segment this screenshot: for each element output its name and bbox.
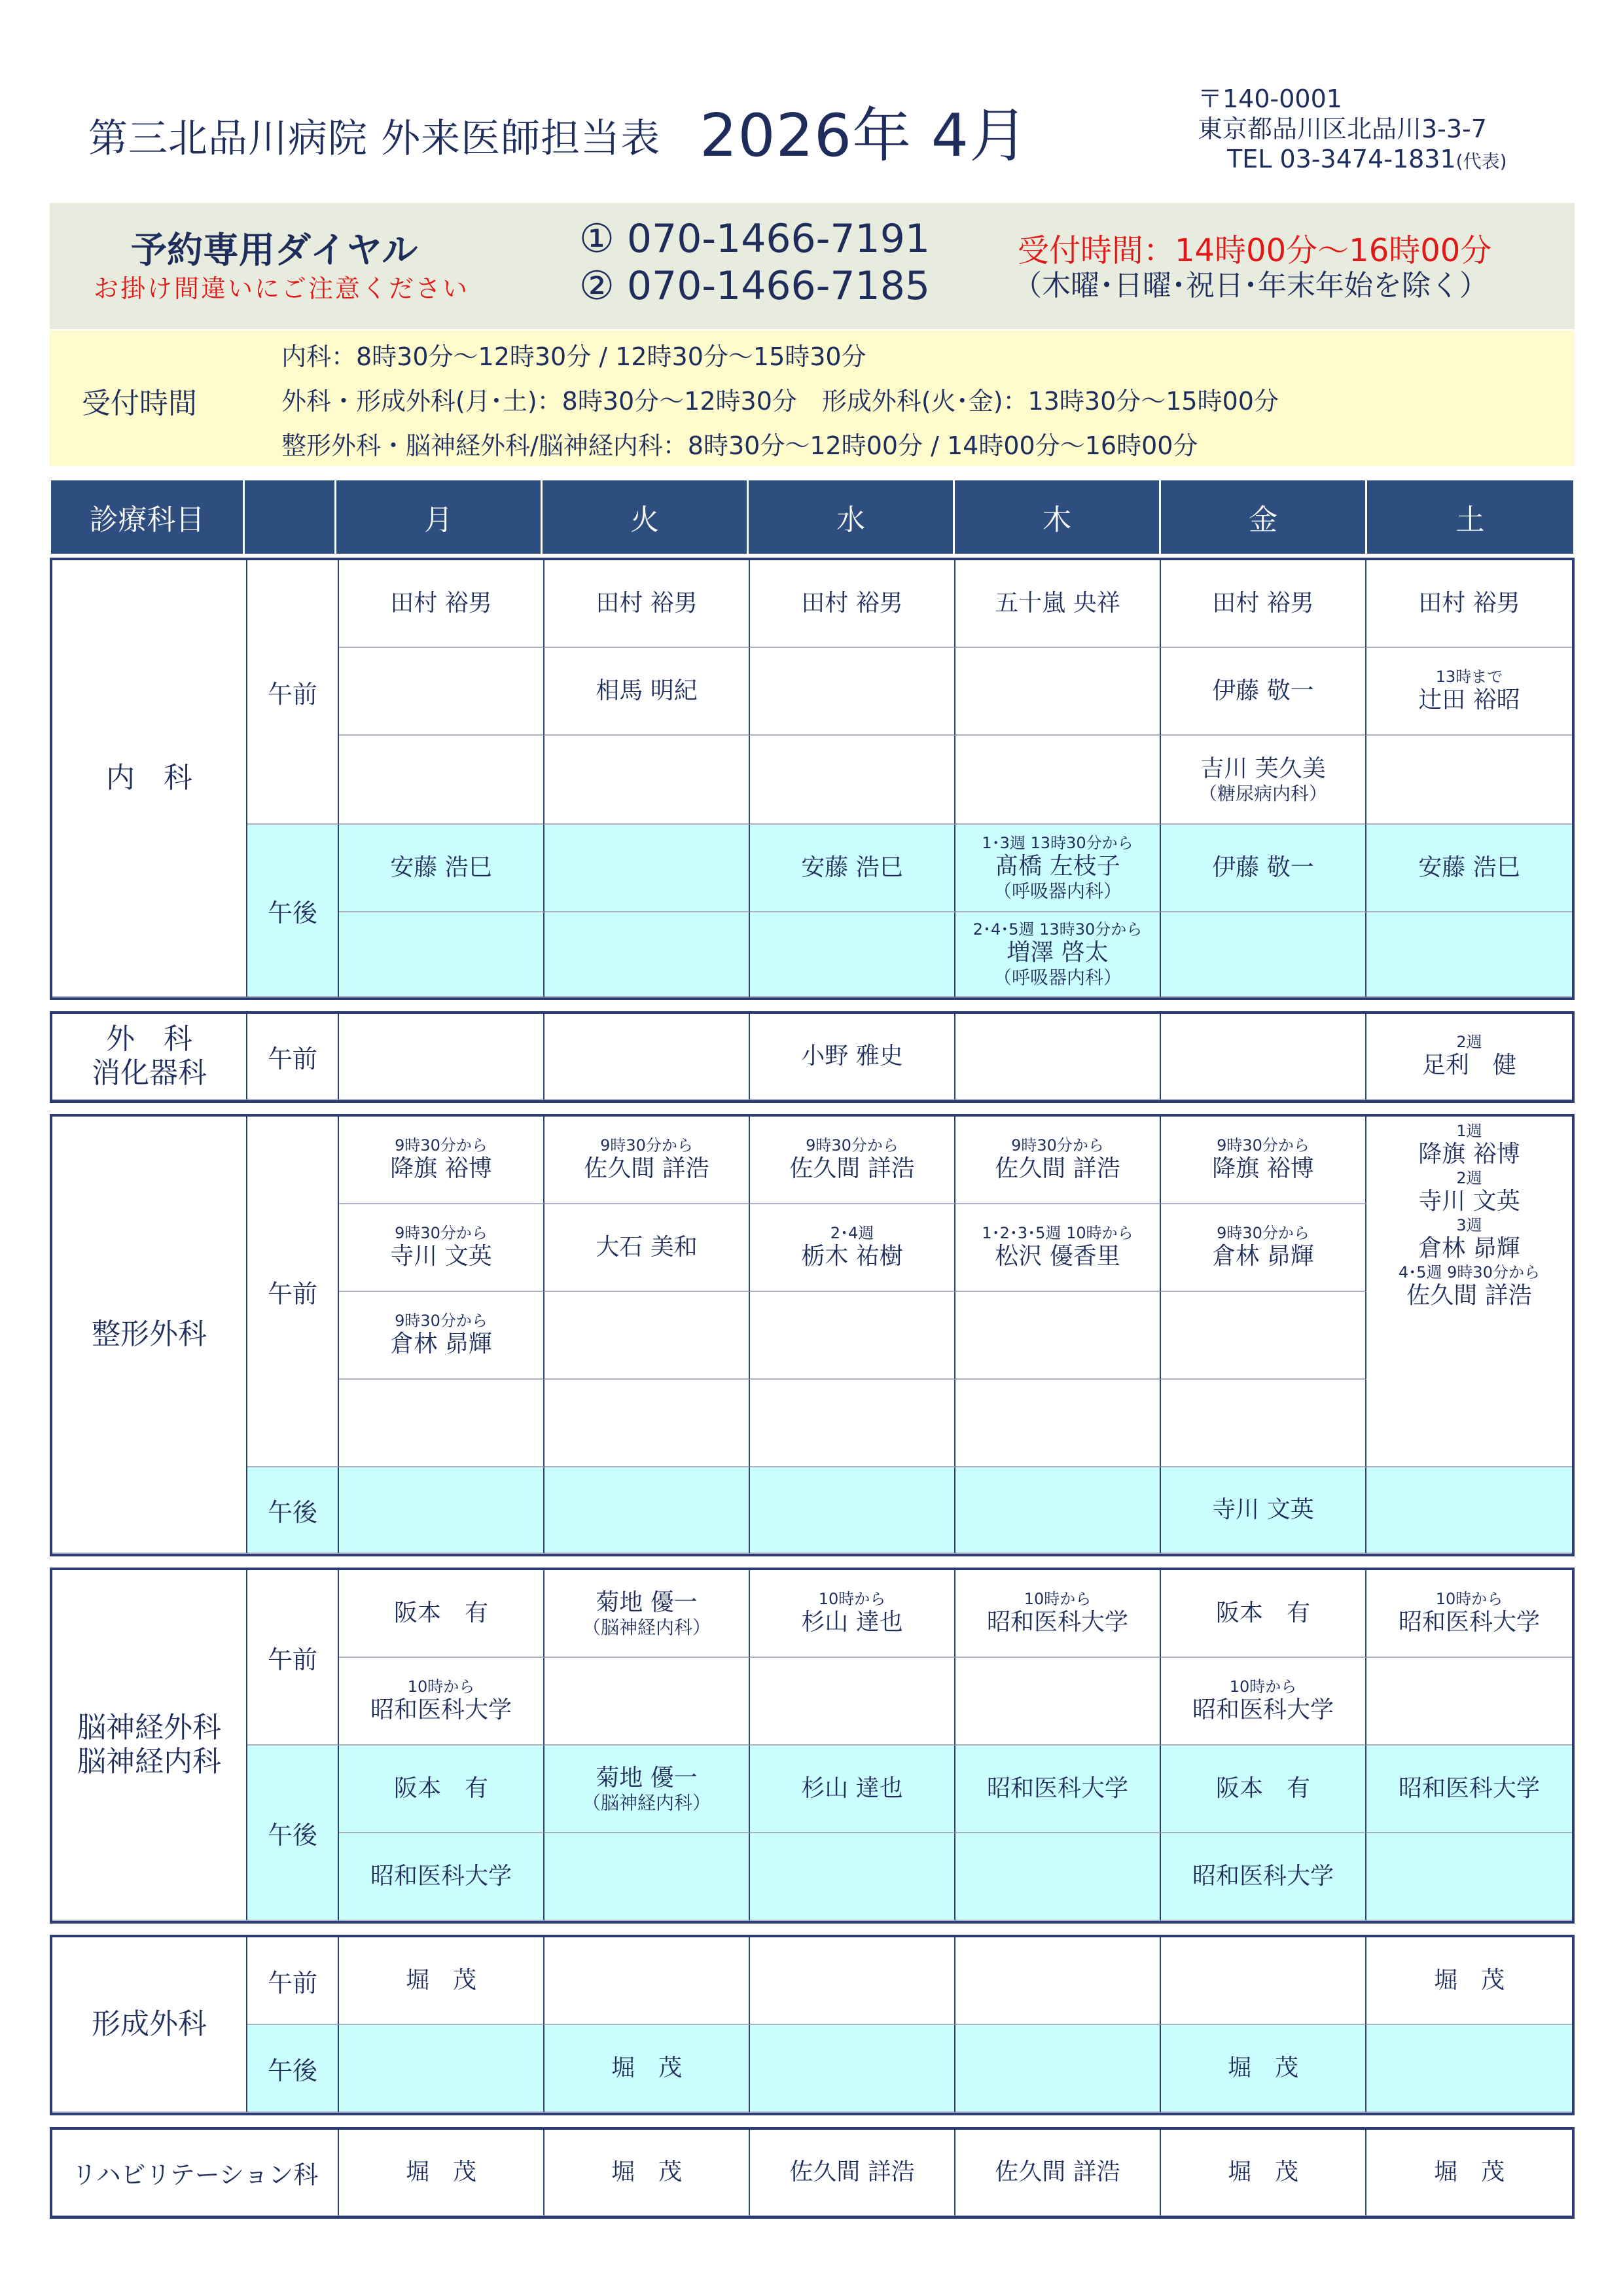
internal-r5-fri-cell [1161,912,1366,997]
reception-hours-ortho-neuro: 整形外科・脳神経外科/脳神経内科：8時30分～12時00分 / 14時00分～16時00分 [281,431,1198,460]
plastic-r1-tue-cell [544,1937,750,2025]
doctor-name: 相馬 明紀 [596,677,698,704]
doctor-name: 小野 雅史 [801,1043,903,1069]
doctor-name: 堀 茂 [611,2054,682,2081]
plastic-r1-wed-cell [750,1937,955,2025]
doctor-name: 田村 裕男 [1418,590,1520,617]
doctor-name: 大石 美和 [596,1234,698,1261]
internal-r5-mon-cell [339,912,544,997]
doctor-name: 寺川 文英 [1418,1188,1520,1215]
plastic-r1-mon-cell [339,1937,544,2025]
session-am [247,560,339,825]
doctor-name: 菊地 優一 [596,1765,698,1791]
doctor-specialty: （糖尿病内科） [1198,783,1327,804]
internal-r2-wed-cell [750,648,955,736]
misdial-warning: お掛け間違いにご注意ください [94,274,470,303]
reservation-phone-2[interactable]: ② 070-1466-7185 [579,263,931,309]
ortho-r5-fri-cell [1161,1467,1366,1554]
internal-r1-sat-cell [1366,560,1572,648]
doctor-name: 堀 茂 [1227,2054,1298,2081]
doctor-name: 阪本 有 [393,1600,488,1626]
doctor-name: 田村 裕男 [390,590,492,617]
rehab-r1-fri-cell [1161,2130,1366,2216]
internal-r4-wed-cell [750,825,955,912]
session-am [247,1937,339,2025]
reservation-exclusions: （木曜･日曜･祝日･年末年始を除く） [1013,269,1488,302]
session-label: 午前 [267,1279,317,1308]
rehab-r1-thu-cell [955,2130,1161,2216]
doctor-note: 10時から [1024,1590,1092,1608]
ortho-r2-fri-cell [1161,1204,1366,1292]
doctor-name: 安藤 浩巳 [390,854,492,881]
ortho-sat-am-cell [1366,1117,1572,1467]
ortho-r3-thu-cell [955,1292,1161,1380]
header-tuesday: 火 [543,480,749,554]
reservation-phone-1[interactable]: ① 070-1466-7191 [579,216,931,262]
reservation-hours: 受付時間：14時00分～16時00分 [1018,232,1492,269]
doctor-note: 1週 [1456,1122,1482,1140]
rehab-r1-tue-cell [544,2130,750,2216]
doctor-note: 2･4週 [830,1224,874,1242]
internal-r2-thu-cell [955,648,1161,736]
ortho-r4-tue-cell [544,1380,750,1467]
neuro-r3-mon-cell [339,1746,544,1833]
internal-r1-tue-cell [544,560,750,648]
plastic-r2-thu-cell [955,2025,1161,2113]
internal-r2-sat-cell [1366,648,1572,736]
doctor-name: 杉山 達也 [801,1609,903,1636]
plastic-r1-thu-cell [955,1937,1161,2025]
doctor-note: 1･3週 13時30分から [982,834,1133,852]
doctor-name: 菊地 優一 [596,1589,698,1616]
plastic-r2-fri-cell [1161,2025,1366,2113]
doctor-name: 栃木 祐樹 [801,1243,903,1270]
neurosurgery-block [50,1568,1575,1924]
internal-r4-mon-cell [339,825,544,912]
internal-r1-wed-cell [750,560,955,648]
rehab-r1-wed-cell [750,2130,955,2216]
doctor-note: 4･5週 9時30分から [1399,1263,1540,1282]
header-monday: 月 [336,480,543,554]
plastic-r2-mon-cell [339,2025,544,2113]
ortho-r4-thu-cell [955,1380,1161,1467]
doctor-name: 倉林 昴輝 [1418,1235,1520,1262]
doctor-name: 堀 茂 [405,2159,476,2185]
doctor-name: 降旗 裕博 [1212,1155,1314,1182]
internal-r3-fri-cell [1161,736,1366,825]
ortho-r5-mon-cell [339,1467,544,1554]
main-tel-note: (代表) [1455,151,1507,172]
doctor-name: 田村 裕男 [801,590,903,617]
doctor-name: 足利 健 [1421,1052,1516,1079]
doctor-name: 増澤 啓太 [1007,939,1109,966]
neuro-r4-mon-cell [339,1833,544,1921]
ortho-r5-tue-cell [544,1467,750,1554]
doctor-note: 9時30分から [395,1224,488,1242]
hospital-schedule-title: 第三北品川病院 外来医師担当表 [88,116,661,162]
plastic-r2-wed-cell [750,2025,955,2113]
session-label: 午前 [267,1044,317,1073]
internal-r2-tue-cell [544,648,750,736]
surgery-r1-tue-cell [544,1014,750,1100]
neuro-r2-sat-cell [1366,1658,1572,1746]
ortho-r2-mon-cell [339,1204,544,1292]
internal-r3-thu-cell [955,736,1161,825]
ortho-r1-mon-cell [339,1117,544,1204]
dept-plastic-surgery [52,1937,247,2113]
doctor-name: 昭和医科大学 [986,1775,1128,1802]
doctor-name: 堀 茂 [405,1967,476,1994]
plastic-r1-fri-cell [1161,1937,1366,2025]
neuro-r1-wed-cell [750,1570,955,1658]
doctor-name: 佐久間 詳浩 [789,1155,915,1182]
doctor-note: 9時30分から [600,1136,693,1155]
doctor-name: 田村 裕男 [596,590,698,617]
doctor-specialty: （脳神経内科） [582,1617,711,1638]
neuro-r2-thu-cell [955,1658,1161,1746]
doctor-specialty: （脳神経内科） [582,1792,711,1814]
ortho-r3-mon-cell [339,1292,544,1380]
plastic-r2-tue-cell [544,2025,750,2113]
ortho-r3-wed-cell [750,1292,955,1380]
doctor-name: 佐久間 詳浩 [995,2159,1120,2185]
ortho-r4-mon-cell [339,1380,544,1467]
ortho-r1-tue-cell [544,1117,750,1204]
dept-name-line1: 外 科 [106,1022,192,1056]
doctor-name: 阪本 有 [1215,1775,1310,1802]
doctor-note: 2･4･5週 13時30分から [972,920,1143,939]
ortho-r5-wed-cell [750,1467,955,1554]
doctor-note: 9時30分から [806,1136,899,1155]
doctor-name: 堀 茂 [1433,1967,1505,1994]
rehab-r1-sat-cell [1366,2130,1572,2216]
schedule-table-header [51,480,1573,554]
doctor-name: 安藤 浩巳 [1418,854,1520,881]
neuro-r1-mon-cell [339,1570,544,1658]
internal-r1-mon-cell [339,560,544,648]
doctor-name: 佐久間 詳浩 [789,2159,915,2185]
ortho-r2-wed-cell [750,1204,955,1292]
header-department: 診療科目 [51,480,245,554]
dept-name-line2: 脳神経内科 [77,1745,221,1778]
header-friday: 金 [1161,480,1367,554]
neuro-r1-thu-cell [955,1570,1161,1658]
surgery-r1-thu-cell [955,1014,1161,1100]
ortho-r2-thu-cell [955,1204,1161,1292]
doctor-name: 阪本 有 [393,1775,488,1802]
session-pm [247,825,339,997]
doctor-name: 降旗 裕博 [1418,1141,1520,1168]
hospital-address-block [1198,84,1507,177]
dept-name-line2: 消化器科 [92,1056,207,1090]
neuro-r4-wed-cell [750,1833,955,1921]
internal-r1-thu-cell [955,560,1161,648]
internal-r5-tue-cell [544,912,750,997]
doctor-name: 杉山 達也 [801,1775,903,1802]
neuro-r1-tue-cell [544,1570,750,1658]
internal-r4-thu-cell [955,825,1161,912]
session-am [247,1570,339,1746]
ortho-r2-tue-cell [544,1204,750,1292]
doctor-name: 降旗 裕博 [390,1155,492,1182]
internal-r4-fri-cell [1161,825,1366,912]
internal-r5-thu-cell [955,912,1161,997]
session-label: 午前 [267,679,317,709]
doctor-specialty: （呼吸器内科） [993,967,1122,988]
session-am [247,1117,339,1467]
session-label: 午後 [267,1498,317,1527]
surgery-r1-sat-cell [1366,1014,1572,1100]
doctor-note: 9時30分から [395,1312,488,1330]
surgery-r1-mon-cell [339,1014,544,1100]
neuro-r2-wed-cell [750,1658,955,1746]
neuro-r3-tue-cell [544,1746,750,1833]
plastic-surgery-block [50,1935,1575,2115]
session-label: 午後 [267,2056,317,2085]
header-thursday: 木 [955,480,1161,554]
year-month: 2026年 4月 [700,101,1029,170]
internal-r3-wed-cell [750,736,955,825]
doctor-name: 昭和医科大学 [986,1609,1128,1636]
doctor-name: 昭和医科大学 [1192,1863,1334,1890]
doctor-name: 昭和医科大学 [1398,1775,1540,1802]
doctor-note: 2週 [1456,1033,1482,1051]
dept-name: 内 科 [106,761,192,795]
dept-name: リハビリテーション科 [71,2160,319,2189]
neuro-r4-thu-cell [955,1833,1161,1921]
doctor-name: 昭和医科大学 [1398,1609,1540,1636]
internal-r5-wed-cell [750,912,955,997]
neuro-r3-thu-cell [955,1746,1161,1833]
ortho-r4-fri-cell [1161,1380,1366,1467]
ortho-r3-fri-cell [1161,1292,1366,1380]
session-label: 午後 [267,898,317,927]
orthopedics-block [50,1114,1575,1556]
internal-r3-sat-cell [1366,736,1572,825]
ortho-r1-thu-cell [955,1117,1161,1204]
doctor-note: 9時30分から [1011,1136,1104,1155]
doctor-name: 堀 茂 [1227,2159,1298,2185]
internal-r3-mon-cell [339,736,544,825]
dept-name: 形成外科 [92,2007,207,2041]
neuro-r3-sat-cell [1366,1746,1572,1833]
doctor-name: 吉川 芙久美 [1200,755,1326,782]
dept-neurosurgery [52,1570,247,1921]
doctor-name: 寺川 文英 [390,1243,492,1270]
neuro-r4-sat-cell [1366,1833,1572,1921]
ortho-r1-wed-cell [750,1117,955,1204]
doctor-note: 10時から [818,1590,886,1608]
doctor-name: 伊藤 敬一 [1212,677,1314,704]
doctor-name: 寺川 文英 [1212,1496,1314,1523]
doctor-name: 阪本 有 [1215,1600,1310,1626]
neuro-r4-tue-cell [544,1833,750,1921]
doctor-note: 13時まで [1435,668,1503,686]
internal-medicine-block [50,558,1575,1000]
dept-rehabilitation [52,2130,339,2216]
session-pm [247,1467,339,1554]
doctor-note: 3週 [1456,1216,1482,1234]
doctor-note: 9時30分から [1217,1136,1310,1155]
doctor-name: 辻田 裕昭 [1418,687,1520,713]
session-label: 午前 [267,1968,317,1998]
neuro-r2-fri-cell [1161,1658,1366,1746]
session-label: 午後 [267,1820,317,1850]
dept-name: 整形外科 [92,1318,207,1351]
surgery-r1-fri-cell [1161,1014,1366,1100]
ortho-r3-tue-cell [544,1292,750,1380]
neuro-r3-wed-cell [750,1746,955,1833]
neuro-r4-fri-cell [1161,1833,1366,1921]
doctor-name: 髙橋 左枝子 [995,853,1120,880]
neuro-r2-tue-cell [544,1658,750,1746]
surgery-r1-wed-cell [750,1014,955,1100]
neuro-r2-mon-cell [339,1658,544,1746]
internal-r4-sat-cell [1366,825,1572,912]
plastic-r2-sat-cell [1366,2025,1572,2113]
neuro-r3-fri-cell [1161,1746,1366,1833]
ortho-r1-fri-cell [1161,1117,1366,1204]
rehabilitation-block [50,2127,1575,2219]
doctor-note: 10時から [407,1677,475,1696]
doctor-name: 昭和医科大学 [1192,1696,1334,1723]
doctor-note: 1･2･3･5週 10時から [982,1224,1133,1242]
header-saturday: 土 [1455,503,1485,537]
doctor-name: 堀 茂 [611,2159,682,2185]
doctor-note: 2週 [1456,1169,1482,1187]
postal-code: 〒140-0001 [1198,84,1342,113]
doctor-note: 10時から [1229,1677,1297,1696]
internal-r4-tue-cell [544,825,750,912]
internal-r2-fri-cell [1161,648,1366,736]
doctor-name: 堀 茂 [1433,2159,1505,2185]
session-pm [247,2025,339,2113]
surgery-block [50,1011,1575,1103]
internal-r5-sat-cell [1366,912,1572,997]
dept-name-line1: 脳神経外科 [77,1711,221,1744]
internal-r3-tue-cell [544,736,750,825]
header-session [245,480,336,554]
reception-hours-surgery: 外科・形成外科(月･土)：8時30分～12時30分 形成外科(火･金)：13時30分～15時00分 [281,387,1279,416]
internal-r2-mon-cell [339,648,544,736]
doctor-name: 田村 裕男 [1212,590,1314,617]
dept-surgery [52,1014,247,1100]
doctor-name: 五十嵐 央祥 [995,590,1120,617]
session-pm [247,1746,339,1921]
ortho-r5-sat-cell [1366,1467,1572,1554]
doctor-name: 昭和医科大学 [370,1863,512,1890]
internal-r1-fri-cell [1161,560,1366,648]
doctor-note: 9時30分から [395,1136,488,1155]
header-wednesday: 水 [749,480,955,554]
reservation-dial-title: 予約専用ダイヤル [131,229,418,271]
rehab-r1-mon-cell [339,2130,544,2216]
doctor-name: 伊藤 敬一 [1212,854,1314,881]
reception-hours-internal: 内科：8時30分～12時30分 / 12時30分～15時30分 [281,342,866,371]
ortho-r4-wed-cell [750,1380,955,1467]
neuro-r1-sat-cell [1366,1570,1572,1658]
doctor-specialty: （呼吸器内科） [993,880,1122,902]
session-am [247,1014,339,1100]
doctor-name: 松沢 優香里 [995,1243,1120,1270]
page-title [88,84,1029,169]
reception-hours-label: 受付時間 [82,387,197,420]
doctor-name: 安藤 浩巳 [801,854,903,881]
neuro-r1-fri-cell [1161,1570,1366,1658]
main-tel: TEL 03-3474-1831 [1227,145,1456,173]
doctor-name: 倉林 昴輝 [390,1331,492,1357]
doctor-name: 倉林 昴輝 [1212,1243,1314,1270]
session-label: 午前 [267,1645,317,1674]
address: 東京都品川区北品川3-3-7 [1198,115,1487,143]
doctor-name: 昭和医科大学 [370,1696,512,1723]
doctor-name: 佐久間 詳浩 [1406,1282,1532,1309]
plastic-r1-sat-cell [1366,1937,1572,2025]
ortho-r5-thu-cell [955,1467,1161,1554]
doctor-name: 佐久間 詳浩 [584,1155,709,1182]
dept-internal [52,560,247,997]
dept-orthopedics [52,1117,247,1554]
doctor-note: 10時から [1435,1590,1503,1608]
doctor-note: 9時30分から [1217,1224,1310,1242]
doctor-name: 佐久間 詳浩 [995,1155,1120,1182]
